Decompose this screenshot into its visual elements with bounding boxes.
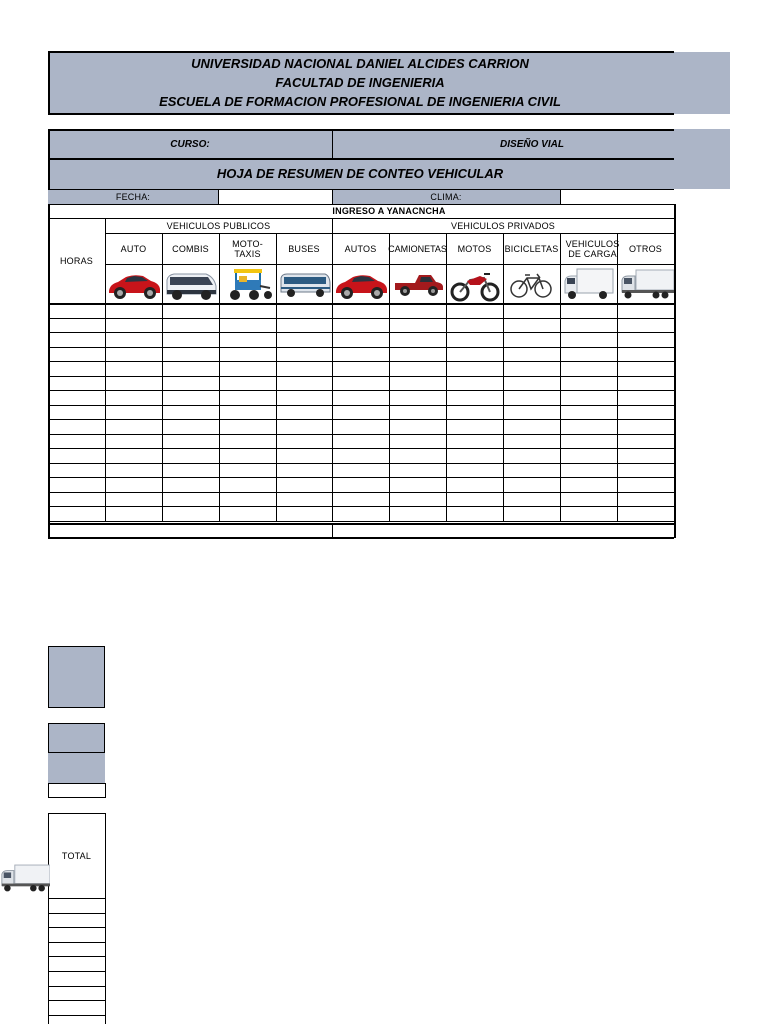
bicycle-icon (509, 270, 553, 300)
section-title: INGRESO A YANACNCHA (332, 206, 446, 216)
mototaxi-icon (226, 266, 274, 302)
school-name: ESCUELA DE FORMACION PROFESIONAL DE INGENIERIA CIVIL (159, 93, 561, 109)
summary-date-block (48, 753, 105, 783)
summary-header-block (48, 646, 105, 708)
motorcycle-icon (450, 268, 500, 302)
semi-truck-icon (0, 862, 50, 894)
pickup-truck-icon (393, 270, 445, 298)
red-car-icon (106, 267, 162, 301)
total-label: TOTAL (61, 851, 92, 861)
bus-icon (279, 270, 331, 300)
col-header-autos: AUTOS (344, 244, 377, 254)
clima-label: CLIMA: (430, 191, 462, 202)
private-vehicles-header: VEHICULOS PRIVADOS (451, 221, 555, 231)
red-car-icon (333, 267, 389, 301)
col-header-moto-taxis: MOTO-TAXIS (232, 239, 263, 259)
fecha-field[interactable] (219, 189, 332, 204)
col-header-camionetas: CAMIONETAS (388, 244, 447, 254)
white-van-icon (164, 268, 218, 302)
university-header (48, 52, 730, 114)
sheet-title: HOJA DE RESUMEN DE CONTEO VEHICULAR (216, 165, 504, 181)
col-header-vehiculos-de-carga: VEHICULOS DE CARGA (565, 239, 620, 259)
summary-subheader-block (48, 723, 105, 753)
course-label: CURSO: (170, 138, 210, 150)
box-truck-icon (563, 266, 615, 302)
col-header-bicicletas: BICICLETAS (504, 244, 559, 254)
clima-field[interactable] (560, 189, 674, 204)
faculty-name: FACULTAD DE INGENIERIA (275, 74, 445, 90)
semi-truck-icon (620, 268, 674, 300)
col-header-motos: MOTOS (457, 244, 492, 254)
course-value: DISEÑO VIAL (500, 138, 564, 150)
horas-header: HORAS (59, 256, 93, 266)
fecha-label: FECHA: (115, 191, 151, 202)
col-header-buses: BUSES (288, 244, 320, 254)
col-header-auto: AUTO (120, 244, 147, 254)
col-header-otros: OTROS (628, 244, 662, 254)
university-name: UNIVERSIDAD NACIONAL DANIEL ALCIDES CARRION (191, 55, 529, 71)
public-vehicles-header: VEHICULOS PUBLICOS (166, 221, 271, 231)
col-header-combis: COMBIS (172, 244, 209, 254)
